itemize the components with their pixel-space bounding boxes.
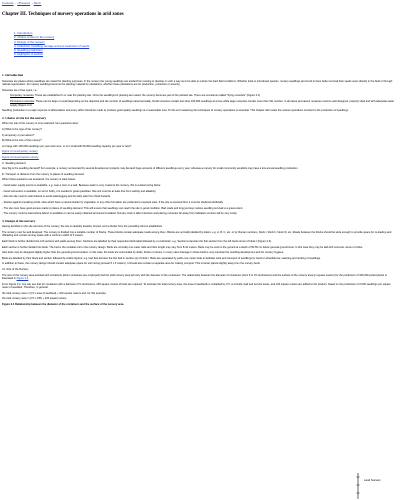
figure-graph-fragment bbox=[330, 465, 396, 499]
section-heading-design: 3. Design of the nursery bbox=[2, 218, 36, 223]
paragraph: In addition to these, the nursery design should contain adequate space for soil mixing (at least 5 x 5 meters). It should also contain a separate area for making compost. This is better placed slightly away from the nursery beds. bbox=[2, 262, 261, 266]
figure-link-temporary-nursery[interactable]: Figure 3.1 A temporary nursery. bbox=[2, 150, 39, 154]
contents-link[interactable]: Contents bbox=[2, 1, 14, 5]
term-permanent: Permanent nurseries bbox=[10, 100, 35, 104]
term-temporary: Temporary nurseries bbox=[10, 94, 34, 98]
paragraph: Each block is further divided into 4-8 sections with paths among them. Sections are labelled by their respective block label followed by a small letter, e.g. Section la denotes the first section from the left hand corner of block I (Figure 3.3). bbox=[2, 240, 272, 244]
toc-link-introduction[interactable]: 1. Introduction bbox=[14, 31, 33, 35]
paragraph: Seedling production is a major expense of afforestation and every effort should be made to produce good quality seedlings at a reasonable cost. To this end mastering the techniques of nursery operations is essential. This chapter will review the various operations involved in the production of seedlings. bbox=[2, 109, 349, 113]
table-of-contents bbox=[14, 31, 89, 57]
list-item: - The site must have good access roads to places of seedling demand. This will ensure that seedlings can reach the site in good condition. Bad roads and long journeys reduce seedling survival to a great extent. bbox=[2, 206, 244, 210]
question: b) temporary or permanent? bbox=[2, 133, 35, 137]
figure-axis-label: Land Nursery bbox=[364, 478, 381, 482]
question: B) What is the size of the nursery? bbox=[2, 139, 42, 143]
paragraph: The nursery must be well designed. The nursery is divided into a suitable number of blocks. These blocks contain adequate roads among them. Blocks are normally labelled by letters, e.g. A, B, C, etc. or by Roman numbers, block I, block II, block III, etc. Roads between the blocks should be wide enough to provide space for re-loading and offloading and contain turning space with a minimum width of 5 meters. bbox=[2, 231, 392, 238]
section-heading-introduction: 1. Introduction bbox=[2, 73, 24, 77]
formula-line: the total nursery area = (2.5 x area of seedbed) + 100 square meters and, for this example, bbox=[2, 291, 107, 295]
figure-caption: Figure 3.4 Relationship between the diameter of the containers and the surface of the nursery area. bbox=[2, 302, 125, 306]
list-item: - The nursery must be sited where labour is available or can be easily obtained and accommodated. Nursery work is labor-intensive and placing nurseries far away from habitation centres will be very costly. bbox=[2, 212, 238, 216]
paragraph: When the site of the nursery is to be selected, four questions arise: bbox=[2, 122, 79, 126]
paragraph: Beds are labelled by their block and section followed by Arabic figures; e.g. bed IIa1 denotes the first bed in section (a) of block I. Beds are separated by paths one meter wide to facilitate work and transport of seedlings by hand or wheelbarrow, watering and tending of seedlings. bbox=[2, 256, 321, 260]
paragraph: Also beds may be designed slightly higher than the general ground surface. In this case, the beds are surrounded by slabs, bricks or stones. In every case drainage in these beds is very important for seedling development and for nursery hygiene. bbox=[2, 251, 285, 255]
paragraph: Having decided on the site and size of the nursery, the site is carefully levelled, fenced, and a shelter from the prevailing wind is established. bbox=[2, 225, 163, 229]
figure-link-size[interactable]: Figure 3.4 bbox=[16, 277, 29, 281]
subsection-heading: 3.1 Size of the Nursery bbox=[2, 268, 29, 272]
paragraph: is it large with 100,000 seedlings per year and more, or is it small with 50,000 seedling capacity per year or less? bbox=[2, 144, 132, 148]
paragraph: From Figure 3.4, one can see that for containers with a diameter of 5 centimetres, 245 square meters of beds are required. To estimate the total nursery area, the area of seedbeds is multiplied by 2.5, to include road and service areas, and 100 square meters are added to the product, based on the production of 2,000 seedlings per square meter of seedbed. Therefore, in general: bbox=[2, 282, 391, 290]
list-item: - Shelter against prevailing winds: sites which have a natural shelter by vegetation or any other formation are preferred to exposed sites. If the site is exposed then it must be sheltered artificially. bbox=[2, 200, 224, 204]
next-link[interactable]: Next> bbox=[33, 1, 42, 5]
toc-link-design[interactable]: 3. Design of the nursery bbox=[14, 39, 45, 44]
question: A) What is the type of the nursery? bbox=[2, 128, 42, 131]
main-content bbox=[2, 70, 396, 309]
paragraph: How big is the seedling demand? For example, a nursery surrounded by several development projects may demand huge amounts of different seedlings every year, whereas a nursery for small community woodlots may have a low annual seedling production. bbox=[2, 167, 299, 171]
formula-line: the total nursery area = (2.5 x 245) + 100 square meters bbox=[2, 297, 67, 301]
paragraph: When these questions are answered, the nursery is sited where: bbox=[2, 178, 76, 182]
paragraph: Nurseries are of two types, i.e.: bbox=[2, 88, 38, 92]
figure-link-permanent-nursery[interactable]: Figure 3.2 A permanent nursery. bbox=[2, 156, 39, 160]
toc-link-choice-of-site[interactable]: 2. Choice of site for the nursery bbox=[14, 35, 55, 40]
question: C. Seedling demand bbox=[2, 161, 26, 165]
toc-link-highlights[interactable]: 6. Highlights of section bbox=[14, 52, 44, 57]
toc-link-seeds[interactable]: 4. Collection, handling, storage and pre-treatment of seeds bbox=[14, 43, 90, 48]
definition-permanent: Permanent nurseries: These can be large or small depending on the objective and the number of seedlings raised annually. Small nurseries contain less than 100,000 seedlings at a time while large nurseries contain more than this number. In all cases permanent nurseries must be well designed, properly sited and with adequate water supply (Figure 3.2). bbox=[10, 100, 395, 107]
paragraph: The size of the nursery area stocked with containers (when containers are employed) and the total nursery area will vary with the diameter of the containers. The relationship between the diameter of containers (from 5 to 15 centimetres) and the surface of the nursery area (in square meters) for the production of 100,000 potted plants is illustrated in Figure 3.4. bbox=[2, 273, 387, 281]
list-item: - Also the site must be well drained to avoid waterlogging and be fairly safe from flood hazards. bbox=[2, 195, 111, 199]
top-navigation: Contents - <Previous - Next> bbox=[2, 1, 42, 5]
paragraph: Nurseries are places where seedlings are raised for planting purposes. In the nursery the young seedlings are tended from sowing to develop in such a way as to be able to endure the hard field conditions. Whether local or introduced species, nursery seedlings are found to have better survival than seeds sown directly in the field or through natural regeneration. So nursery seedlings become the planting material for plantations; whether these plantations are for production, protection or amenity. bbox=[2, 79, 393, 87]
list-item: - Good soil source is available, so soil in bulky, it is needed in great quantities. Site soil must be at least free from salinity and alkalinity. bbox=[2, 189, 157, 193]
chapter-title: Chapter III. Techniques of nursery operations in arid zones bbox=[2, 12, 124, 17]
previous-link[interactable]: <Previous bbox=[17, 1, 31, 5]
definition-temporary: Temporary nurseries: These are established in or near the planting site. Once the seedlings for planting are raised, the nursery becomes part of the planted site. There are sometimes called "flying nurseries" (Figure 3.1) bbox=[10, 94, 261, 98]
section-heading-site: 2. Choice of site for the nursery bbox=[2, 115, 47, 120]
paragraph: Each section is further divided into beds. The bed is the smallest unit in the nursery design. Beds are normally one meter wide and their length may vary from 8-10 meters. Beds may be sunk in the ground at a depth of 50-55 cm below general ground level. In this case they may be laid with concrete, stone or bricks. bbox=[2, 245, 363, 249]
toc-link-seedling-production[interactable]: 5. Seedling production bbox=[14, 48, 43, 53]
list-item: - Good water supply source is available, e.g. near a river or a well. Because water is very crucial to the nursery, this is a determining factor. bbox=[2, 184, 161, 188]
question: D. Transport or distance from the nursery to places of seedling demand. bbox=[2, 172, 85, 176]
